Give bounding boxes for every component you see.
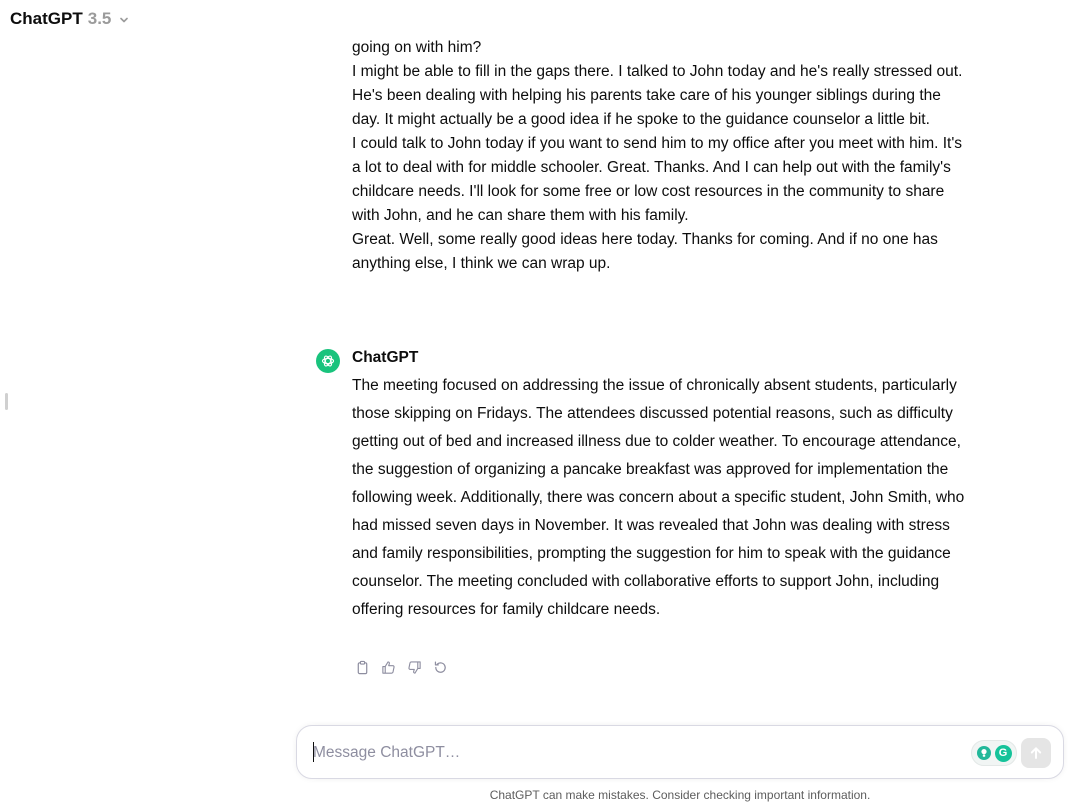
model-version: 3.5 <box>87 9 112 28</box>
lightbulb-icon[interactable] <box>977 746 991 760</box>
chevron-down-icon <box>118 14 130 26</box>
message-actions <box>354 659 448 675</box>
assistant-text: The meeting focused on addressing the issue of chronically absent students, particularly those skipping on Fridays. The attendees discussed potential reasons, such as difficulty getting out of bed and increased illness due to colder weather. To encourage attendance, the suggestion of organizing a pancake breakfast was approved for implementation the following week. Additionally, there was concern about a specific student, John Smith, who had missed seven days in November. It was revealed that John was dealing with stress and family responsibilities, prompting the suggestion for him to speak with the guidance counselor. The meeting concluded with collaborative efforts to support John, including offering resources for family childcare needs. <box>352 377 965 618</box>
message-input[interactable] <box>313 740 953 766</box>
thumbs-up-button[interactable] <box>380 659 396 675</box>
user-message-line: I could talk to John today if you want to send him to my office after you meet with him. It's a lot to deal with for middle schooler. Great. Thanks. And I can help out with the family's childcare needs. I'll look for some free or low cost resources in the community to share with John, and he can share them with his family. <box>352 135 963 224</box>
regenerate-button[interactable] <box>432 659 448 675</box>
send-button[interactable] <box>1021 738 1051 768</box>
text-caret <box>313 742 314 762</box>
regenerate-icon <box>433 660 448 675</box>
chatgpt-avatar <box>316 349 340 373</box>
grammarly-icon[interactable]: G <box>995 745 1012 762</box>
model-selector[interactable] <box>10 9 130 29</box>
user-message <box>352 36 968 276</box>
user-message-line: going on with him? <box>352 39 482 56</box>
copy-icon <box>355 660 370 675</box>
arrow-up-icon <box>1029 746 1043 760</box>
message-composer <box>296 725 1064 779</box>
user-message-line: I might be able to fill in the gaps there. I talked to John today and he's really stressed out. He's been dealing with helping his parents take care of his younger siblings during the day. It might actually be a good idea if he spoke to the guidance counselor a little bit. <box>352 63 963 128</box>
user-message-line: Great. Well, some really good ideas here today. Thanks for coming. And if no one has anything else, I think we can wrap up. <box>352 231 938 272</box>
grammarly-widget[interactable] <box>971 740 1017 766</box>
openai-logo-icon <box>320 353 336 369</box>
copy-button[interactable] <box>354 659 370 675</box>
thumbs-up-icon <box>381 660 396 675</box>
sidebar-toggle-handle[interactable] <box>5 393 8 410</box>
model-name: ChatGPT <box>10 9 83 28</box>
disclaimer-text: ChatGPT can make mistakes. Consider checking important information. <box>489 788 871 802</box>
assistant-name: ChatGPT <box>352 349 419 366</box>
thumbs-down-button[interactable] <box>406 659 422 675</box>
thumbs-down-icon <box>407 660 422 675</box>
